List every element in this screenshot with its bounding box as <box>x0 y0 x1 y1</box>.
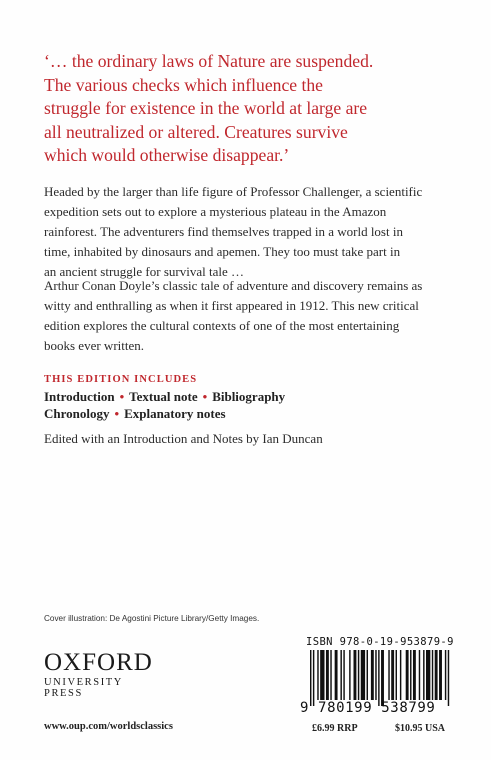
barcode-bar <box>381 650 384 706</box>
barcode-bar <box>445 650 446 700</box>
publisher-url: www.oup.com/worldsclassics <box>44 721 173 732</box>
barcode-bar <box>378 650 379 706</box>
publisher-name: OXFORD <box>44 649 153 676</box>
barcode-bar <box>340 650 341 700</box>
includes-item: Chronology <box>44 406 110 421</box>
blurb-line: witty and enthralling as when it first appeared in 1912. This new critical <box>44 298 419 313</box>
blurb-paragraph-1 <box>44 182 459 282</box>
barcode-bar <box>426 650 430 700</box>
blurb-line: expedition sets out to explore a mysterious plateau in the Amazon <box>44 204 387 219</box>
includes-item: Bibliography <box>212 389 286 404</box>
barcode-digits: 9 780199 538799 <box>300 700 436 716</box>
barcode-bar <box>367 650 368 700</box>
barcode-bar <box>349 650 350 700</box>
oxford-university-press-logo <box>44 650 164 699</box>
editor-credit: Edited with an Introduction and Notes by Ian Duncan <box>44 431 323 446</box>
barcode-bar <box>423 650 424 700</box>
edition-includes-heading: THIS EDITION INCLUDES <box>44 374 198 385</box>
barcode-bar <box>400 650 401 700</box>
barcode-bar <box>448 650 449 706</box>
bullet-separator: • <box>119 389 125 404</box>
edition-includes-line-1 <box>44 389 285 405</box>
quote-line: ‘… the ordinary laws of Nature are suspended. <box>44 51 374 71</box>
isbn-barcode <box>300 636 460 736</box>
barcode-bar <box>435 650 438 700</box>
isbn-label: ISBN 978-0-19-953879-9 <box>306 636 454 648</box>
barcode-bar <box>413 650 416 700</box>
includes-item: Explanatory notes <box>124 406 226 421</box>
cover-illustration-credit: Cover illustration: De Agostini Picture Library/Getty Images. <box>44 614 260 623</box>
barcode-bar <box>335 650 338 700</box>
quote-line: all neutralized or altered. Creatures survive <box>44 121 348 142</box>
barcode-bar <box>358 650 359 700</box>
barcode-bar <box>313 650 314 706</box>
quote-line: which would otherwise disappear.’ <box>44 145 290 165</box>
barcode-bar <box>391 650 394 700</box>
barcode-bars <box>300 650 460 706</box>
barcode-bar <box>330 650 331 700</box>
includes-item: Textual note <box>129 389 198 404</box>
barcode-bar <box>354 650 357 700</box>
barcode-bar <box>320 650 324 700</box>
barcode-bar <box>396 650 397 700</box>
barcode-bar <box>317 650 318 700</box>
barcode-bar <box>371 650 374 700</box>
barcode-bar <box>388 650 389 700</box>
barcode-bar <box>375 650 376 700</box>
barcode-bar <box>439 650 442 700</box>
barcode-bar <box>361 650 365 700</box>
blurb-line: edition explores the cultural contexts of one of the most entertaining <box>44 318 400 333</box>
price-usa: $10.95 USA <box>395 723 446 734</box>
edition-includes-line-2 <box>44 406 226 422</box>
barcode-bar <box>419 650 420 700</box>
pull-quote <box>44 50 464 168</box>
barcode-bar <box>343 650 344 700</box>
blurb-line: Arthur Conan Doyle’s classic tale of adventure and discovery remains as <box>44 278 423 293</box>
quote-line: The various checks which influence the <box>44 74 323 95</box>
barcode-bar <box>432 650 433 700</box>
quote-line: struggle for existence in the world at large are <box>44 98 368 118</box>
barcode-bar <box>310 650 311 706</box>
blurb-paragraph-2 <box>44 276 459 356</box>
barcode-bar <box>410 650 411 700</box>
blurb-line: books ever written. <box>44 338 145 353</box>
blurb-line: time, inhabited by dinosaurs and apemen. They too must take part in <box>44 244 401 259</box>
price-rrp: £6.99 RRP <box>312 723 358 734</box>
barcode-bar <box>406 650 409 700</box>
bullet-separator: • <box>114 406 120 421</box>
blurb-line: Headed by the larger than life figure of Professor Challenger, a scientific <box>44 184 423 199</box>
blurb-line: an ancient struggle for survival tale … <box>44 264 244 279</box>
barcode-bar <box>326 650 329 700</box>
blurb-line: rainforest. The adventurers find themselves trapped in a world lost in <box>44 224 403 239</box>
bullet-separator: • <box>202 389 208 404</box>
publisher-subname: UNIVERSITY PRESS <box>44 677 123 699</box>
includes-item: Introduction <box>44 389 115 404</box>
